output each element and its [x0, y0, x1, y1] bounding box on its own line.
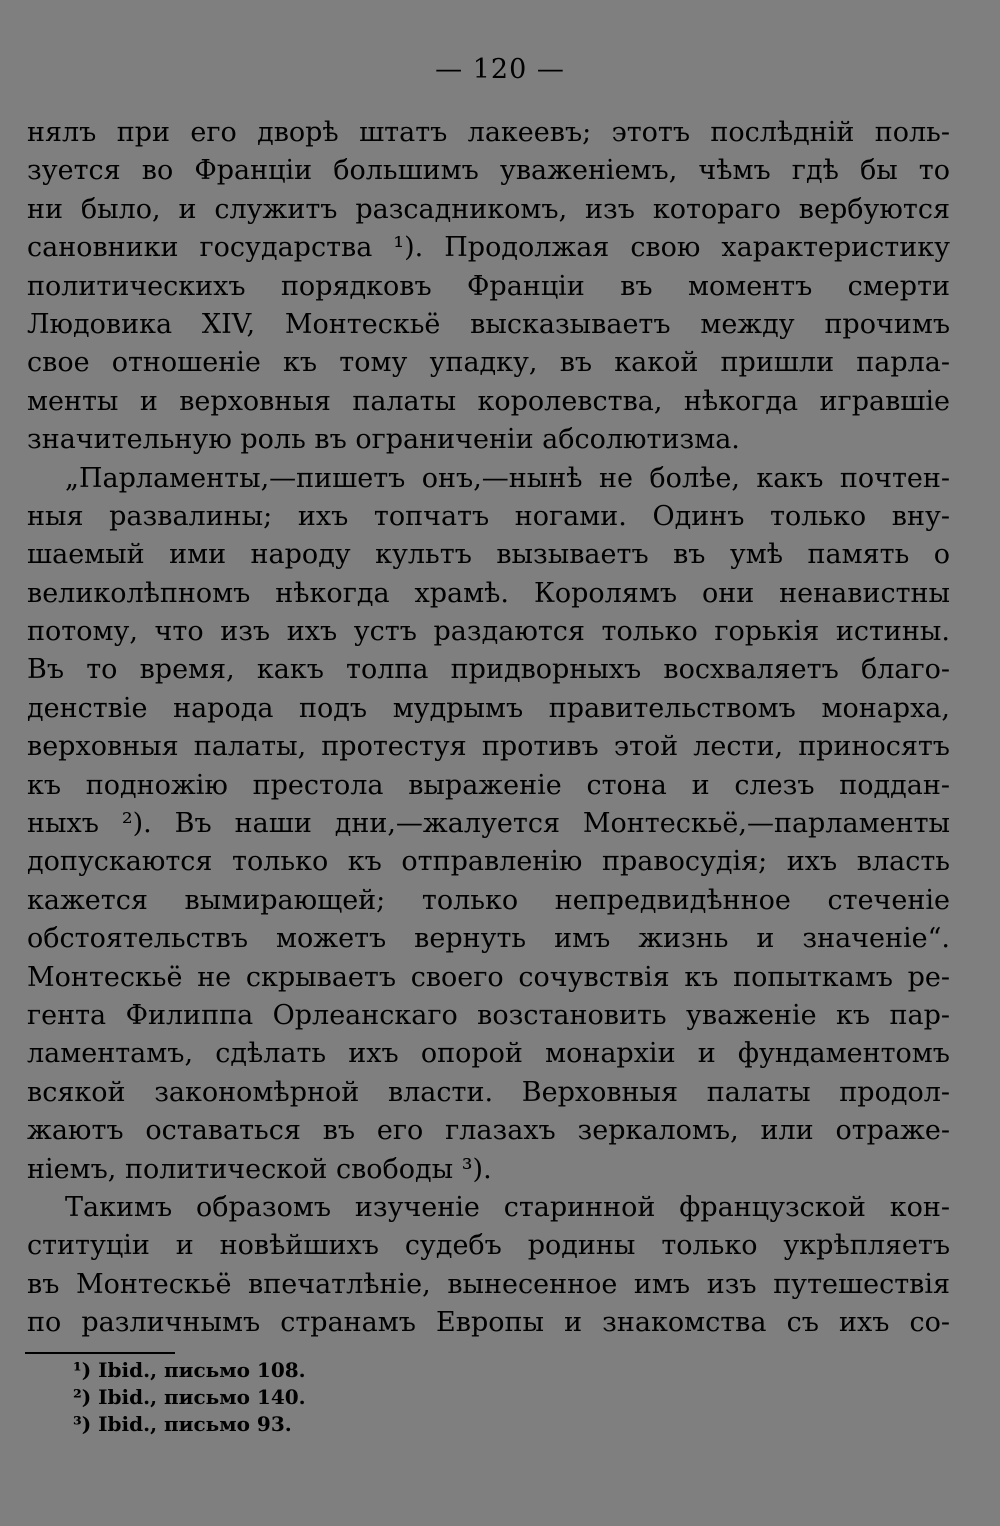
text-line: Людовика XIV, Монтескьё высказываетъ между прочимъ	[27, 308, 950, 340]
text-line: потому, что изъ ихъ устъ раздаются только горькiя истины.	[27, 616, 950, 648]
text-line: гента Филиппа Орлеанскаго возстановить уваженiе къ пар-	[27, 999, 950, 1031]
footnotes	[73, 1357, 306, 1438]
paragraph	[27, 460, 950, 1189]
footnote: ²) Ibid., письмо 140.	[73, 1385, 306, 1409]
text-line: ламентамъ, сдѣлать ихъ опорой монархiи и фундаментомъ	[27, 1038, 950, 1070]
text-line: жаютъ оставаться въ его глазахъ зеркаломъ, или отраже-	[27, 1115, 950, 1147]
text-line: ни было, и служитъ разсадникомъ, изъ котораго вербуются	[27, 193, 950, 225]
body-text	[27, 114, 950, 1343]
text-line: обстоятельствъ можетъ вернуть имъ жизнь и значенiе“.	[27, 923, 950, 955]
text-line: ныхъ ²). Въ наши дни,—жалуется Монтескьё,—парламенты	[27, 808, 950, 840]
text-line: „Парламенты,—пишетъ онъ,—нынѣ не болѣе, какъ почтен-	[65, 462, 950, 494]
text-line: Такимъ образомъ изученiе старинной французской кон-	[65, 1191, 950, 1223]
text-line: шаемый ими народу культъ вызываетъ въ умѣ память о	[27, 539, 950, 571]
text-line: свое отношенiе къ тому упадку, въ какой пришли парла-	[27, 347, 950, 379]
paragraph	[27, 114, 950, 460]
footnote: ³) Ibid., письмо 93.	[73, 1412, 292, 1436]
text-line: кажется вымирающей; только непредвидѣнное стеченiе	[27, 884, 950, 916]
footnote-divider	[25, 1352, 175, 1354]
text-line: къ подножiю престола выраженiе стона и слезъ поддан-	[27, 769, 950, 801]
text-line: политическихъ порядковъ Францiи въ моментъ смерти	[27, 270, 950, 302]
text-line: всякой закономѣрной власти. Верховныя палаты продол-	[27, 1076, 950, 1108]
text-line: въ Монтескьё впечатлѣнiе, вынесенное имъ изъ путешествiя	[27, 1268, 950, 1300]
text-line: ституцiи и новѣйшихъ судебъ родины только укрѣпляетъ	[27, 1230, 950, 1262]
text-line: верховныя палаты, протестуя противъ этой лести, приносятъ	[27, 731, 950, 763]
text-line: по различнымъ странамъ Европы и знакомства съ ихъ со-	[27, 1307, 950, 1339]
text-line: нiемъ, политической свободы ³).	[27, 1153, 492, 1185]
text-line: зуется во Францiи большимъ уваженiемъ, чѣмъ гдѣ бы то	[27, 155, 950, 187]
text-line: менты и верховныя палаты королевства, нѣкогда игравшiе	[27, 385, 950, 417]
text-line: сановники государства ¹). Продолжая свою характеристику	[27, 232, 950, 264]
page-number: — 120 —	[435, 54, 565, 85]
paragraph	[27, 1189, 950, 1343]
text-line: денствiе народа подъ мудрымъ правительствомъ монарха,	[27, 692, 950, 724]
footnote: ¹) Ibid., письмо 108.	[73, 1358, 306, 1382]
text-line: нялъ при его дворѣ штатъ лакеевъ; этотъ послѣднiй поль-	[27, 117, 950, 148]
text-line: Въ то время, какъ толпа придворныхъ восхваляетъ благо-	[27, 654, 950, 686]
text-line: Монтескьё не скрываетъ своего сочувствiя къ попыткамъ ре-	[27, 961, 950, 993]
text-line: допускаются только къ отправленiю правосудiя; ихъ власть	[27, 846, 950, 878]
text-line: великолѣпномъ нѣкогда храмѣ. Королямъ они ненавистны	[27, 577, 950, 609]
text-line: значительную роль въ ограниченiи абсолютизма.	[27, 424, 740, 456]
text-line: ныя развалины; ихъ топчатъ ногами. Одинъ только вну-	[27, 500, 950, 532]
